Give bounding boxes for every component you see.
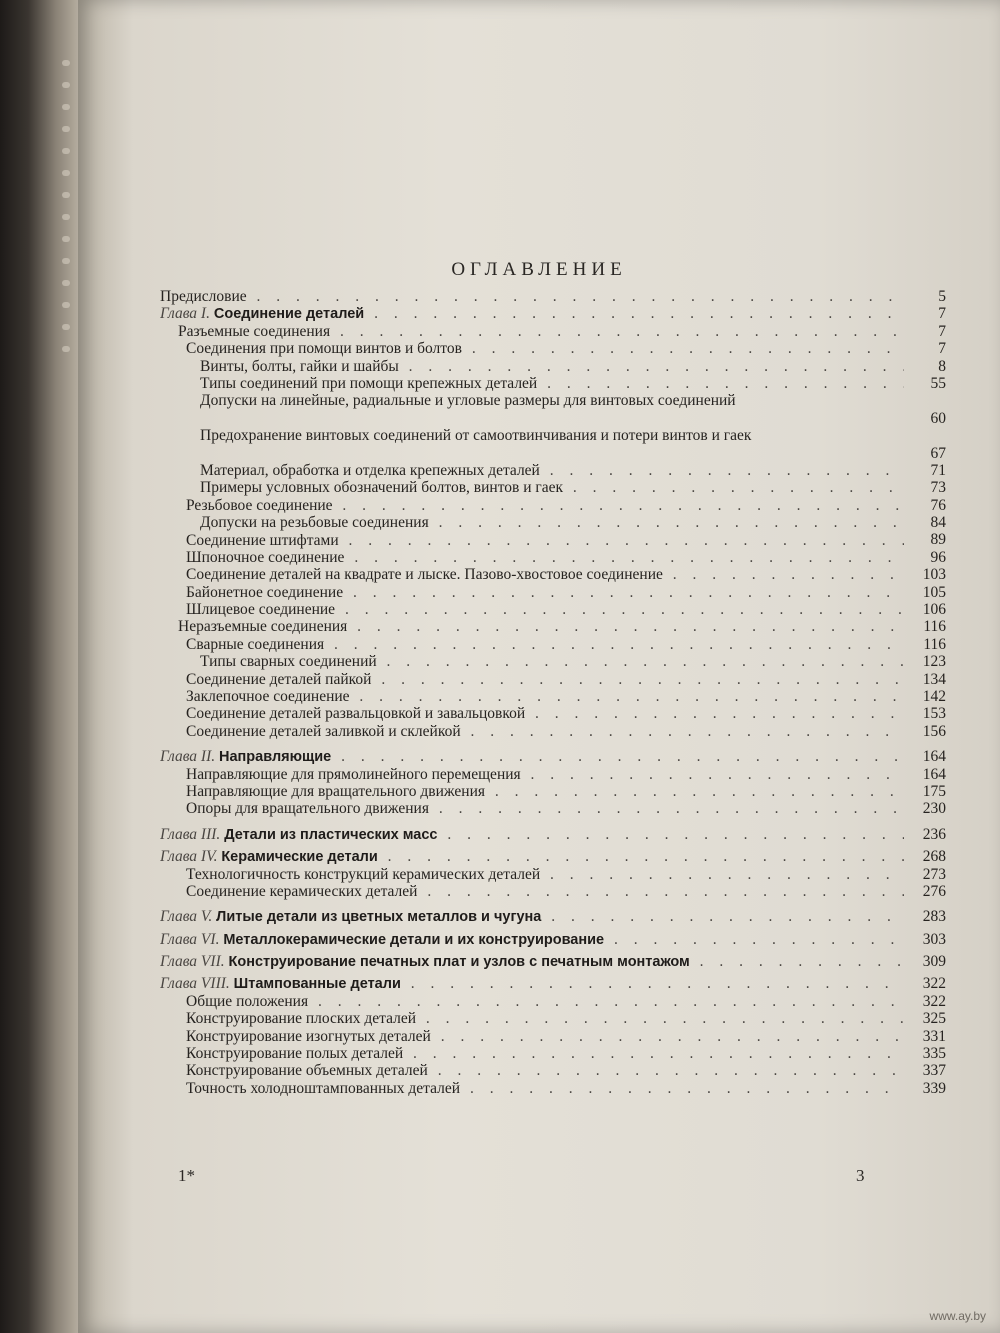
toc-entry-label: Соединения при помощи винтов и болтов . . . — [186, 340, 904, 357]
binding-stitch — [62, 192, 70, 198]
toc-page-number: 73 — [930, 479, 946, 497]
chapter-title: Соединение деталей — [213, 306, 365, 323]
toc-page-number: 164 — [922, 748, 946, 766]
toc-entry-row — [160, 566, 946, 583]
toc-chapter-row — [160, 908, 946, 925]
toc-page-number: 7 — [938, 305, 946, 323]
toc-page-number: 103 — [922, 566, 946, 584]
toc-entry-label: Соединение деталей на квадрате и лыске. Пазово-хвостовое соединение . . . — [186, 566, 904, 583]
toc-entry-label: Конструирование объемных деталей . . . — [186, 1062, 904, 1079]
toc-entry-label: Винты, болты, гайки и шайбы . . . — [200, 358, 904, 375]
toc-entry-label: Материал, обработка и отделка крепежных деталей . . . — [200, 462, 904, 479]
toc-page-number: 276 — [922, 882, 946, 900]
toc-entry-label — [160, 848, 904, 866]
toc-entry-row — [160, 883, 946, 900]
table-of-contents — [160, 288, 946, 1097]
toc-entry-row — [160, 800, 946, 817]
toc-entry-label — [160, 305, 904, 323]
book-page — [78, 0, 1000, 1333]
toc-page-number: 339 — [922, 1079, 946, 1097]
toc-entry-label: Неразъемные соединения . . . — [178, 618, 904, 635]
toc-page-number: 5 — [938, 287, 946, 305]
page-title: ОГЛАВЛЕНИЕ — [451, 259, 627, 280]
binding-stitch — [62, 258, 70, 264]
toc-page-number: 60 — [930, 409, 946, 427]
toc-page-number: 164 — [922, 765, 946, 783]
toc-entry-row — [160, 549, 946, 566]
toc-page-number: 123 — [922, 653, 946, 671]
toc-chapter-row — [160, 931, 946, 948]
toc-chapter-row — [160, 975, 946, 992]
binding-stitch — [62, 280, 70, 286]
toc-entry-label: Соединение деталей пайкой . . . — [186, 671, 904, 688]
toc-page-number: 134 — [922, 670, 946, 688]
toc-chapter-row — [160, 848, 946, 865]
toc-page-number: 105 — [922, 583, 946, 601]
toc-entry-row — [160, 427, 946, 462]
chapter-number: Глава I. — [160, 305, 210, 323]
toc-entry-row — [160, 514, 946, 531]
toc-entry-row — [160, 479, 946, 496]
toc-entry-label: Типы сварных соединений . . . — [200, 653, 904, 670]
toc-entry-label: Байонетное соединение . . . — [186, 584, 904, 601]
toc-entry-row — [160, 462, 946, 479]
toc-page-number: 116 — [923, 618, 946, 636]
toc-page-number: 175 — [922, 782, 946, 800]
chapter-title: Детали из пластических масс — [224, 826, 438, 843]
toc-entry-label: Соединение штифтами . . . — [186, 532, 904, 549]
toc-page-number: 67 — [930, 444, 946, 462]
chapter-title: Керамические детали — [221, 849, 378, 866]
toc-entry-row — [160, 653, 946, 670]
chapter-title: Направляющие — [219, 749, 332, 766]
toc-page-number: 273 — [922, 865, 946, 883]
toc-entry-label: Технологичность конструкций керамических деталей . . . — [186, 866, 904, 883]
toc-entry-label: Предисловие . . . — [160, 288, 904, 305]
toc-entry-row — [160, 601, 946, 618]
toc-entry-label: Заклепочное соединение . . . — [186, 688, 904, 705]
toc-entry-label: Шпоночное соединение . . . — [186, 549, 904, 566]
toc-entry-label — [160, 826, 904, 844]
toc-entry-label — [160, 975, 904, 993]
toc-page-number: 236 — [922, 825, 946, 843]
toc-entry-row — [160, 688, 946, 705]
toc-entry-label: Соединение деталей заливкой и склейкой . . . — [186, 723, 904, 740]
toc-page-number: 8 — [938, 357, 946, 375]
toc-entry-label: Примеры условных обозначений болтов, винтов и гаек . . . — [200, 479, 904, 496]
binding-stitch — [62, 302, 70, 308]
toc-entry-row — [160, 323, 946, 340]
toc-page-number: 116 — [923, 635, 946, 653]
toc-entry-row — [160, 532, 946, 549]
toc-entry-label: Направляющие для прямолинейного перемещения . . . — [186, 766, 904, 783]
toc-entry-label — [160, 931, 904, 949]
chapter-number: Глава VI. — [160, 930, 220, 948]
binding-stitch — [62, 60, 70, 66]
binding-stitch — [62, 126, 70, 132]
chapter-number: Глава VIII. — [160, 975, 230, 993]
binding-stitch — [62, 324, 70, 330]
binding-stitch — [62, 104, 70, 110]
toc-entry-label: Допуски на линейные, радиальные и угловые размеры для винтовых соединений — [200, 392, 736, 410]
toc-entry-row — [160, 636, 946, 653]
toc-chapter-row — [160, 953, 946, 970]
book-spine — [0, 0, 80, 1333]
toc-chapter-row — [160, 748, 946, 765]
binding-stitch — [62, 214, 70, 220]
toc-page-number: 309 — [922, 953, 946, 971]
toc-entry-row — [160, 1028, 946, 1045]
toc-entry-row — [160, 705, 946, 722]
chapter-number: Глава IV. — [160, 848, 218, 866]
chapter-title: Металлокерамические детали и их конструирование — [223, 931, 605, 948]
toc-entry-row — [160, 993, 946, 1010]
binding-stitch — [62, 236, 70, 242]
toc-page-number: 71 — [930, 461, 946, 479]
chapter-title: Литые детали из цветных металлов и чугуна — [216, 909, 542, 926]
toc-page-number: 153 — [922, 705, 946, 723]
toc-page-number: 283 — [922, 908, 946, 926]
binding-stitch — [62, 170, 70, 176]
toc-entry-row — [160, 358, 946, 375]
toc-entry-label: Конструирование плоских деталей . . . — [186, 1010, 904, 1027]
toc-page-number: 89 — [930, 531, 946, 549]
toc-entry-label: Общие положения . . . — [186, 993, 904, 1010]
toc-entry-row — [160, 671, 946, 688]
toc-entry-label: Допуски на резьбовые соединения . . . — [200, 514, 904, 531]
toc-page-number: 325 — [922, 1010, 946, 1028]
toc-chapter-row — [160, 826, 946, 843]
toc-page-number: 337 — [922, 1062, 946, 1080]
toc-entry-row — [160, 1045, 946, 1062]
watermark: www.ay.by — [929, 1309, 986, 1323]
toc-page-number: 7 — [938, 340, 946, 358]
toc-entry-row — [160, 340, 946, 357]
toc-entry-row — [160, 375, 946, 392]
toc-page-number: 268 — [922, 848, 946, 866]
toc-chapter-row — [160, 305, 946, 322]
signature-mark: 1* — [178, 1166, 195, 1185]
toc-entry-label: Направляющие для вращательного движения . . . — [186, 783, 904, 800]
toc-page-number: 106 — [922, 601, 946, 619]
toc-entry-label — [160, 953, 904, 971]
chapter-number: Глава II. — [160, 748, 216, 766]
toc-entry-label: Соединение деталей развальцовкой и завальцовкой . . . — [186, 705, 904, 722]
chapter-title: Конструирование печатных плат и узлов с печатным монтажом — [228, 954, 690, 971]
binding-stitch — [62, 148, 70, 154]
toc-entry-row — [160, 1010, 946, 1027]
toc-entry-row — [160, 766, 946, 783]
toc-entry-row — [160, 497, 946, 514]
toc-entry-label: Предохранение винтовых соединений от самоотвинчивания и потери винтов и гаек — [200, 427, 752, 445]
toc-page-number: 142 — [922, 688, 946, 705]
toc-entry-label — [160, 908, 904, 926]
toc-entry-row — [160, 783, 946, 800]
toc-entry-label: Типы соединений при помощи крепежных деталей . . . — [200, 375, 904, 392]
toc-entry-label: Конструирование полых деталей . . . — [186, 1045, 904, 1062]
toc-entry-row — [160, 866, 946, 883]
toc-entry-label: Сварные соединения . . . — [186, 636, 904, 653]
toc-page-number: 7 — [938, 322, 946, 340]
toc-entry-label: Резьбовое соединение . . . — [186, 497, 904, 514]
toc-page-number: 96 — [930, 548, 946, 566]
toc-entry-label — [160, 748, 904, 766]
toc-page-number: 303 — [922, 930, 946, 948]
toc-page-number: 322 — [922, 992, 946, 1010]
toc-entry-row — [160, 584, 946, 601]
chapter-number: Глава V. — [160, 908, 213, 926]
toc-entry-row — [160, 723, 946, 740]
toc-entry-label: Разъемные соединения . . . — [178, 323, 904, 340]
chapter-title: Штампованные детали — [233, 976, 401, 993]
toc-page-number: 84 — [930, 514, 946, 532]
toc-page-number: 322 — [922, 975, 946, 993]
chapter-number: Глава VII. — [160, 953, 225, 971]
toc-entry-label: Точность холодноштампованных деталей . . . — [186, 1080, 904, 1097]
page-number: 3 — [856, 1166, 865, 1185]
toc-page-number: 55 — [930, 374, 946, 392]
toc-entry-row — [160, 392, 946, 427]
toc-entry-row — [160, 618, 946, 635]
binding-stitch — [62, 346, 70, 352]
toc-entry-label: Опоры для вращательного движения . . . — [186, 800, 904, 817]
toc-entry-row — [160, 288, 946, 305]
toc-entry-row — [160, 1062, 946, 1079]
toc-entry-label: Шлицевое соединение . . . — [186, 601, 904, 618]
binding-stitch — [62, 82, 70, 88]
toc-page-number: 156 — [922, 722, 946, 740]
toc-entry-label: Соединение керамических деталей . . . — [186, 883, 904, 900]
toc-entry-label: Конструирование изогнутых деталей . . . — [186, 1028, 904, 1045]
toc-page-number: 331 — [922, 1027, 946, 1045]
toc-page-number: 335 — [922, 1045, 946, 1063]
toc-page-number: 76 — [930, 496, 946, 514]
chapter-number: Глава III. — [160, 825, 221, 843]
toc-entry-row — [160, 1080, 946, 1097]
toc-page-number: 230 — [922, 800, 946, 818]
